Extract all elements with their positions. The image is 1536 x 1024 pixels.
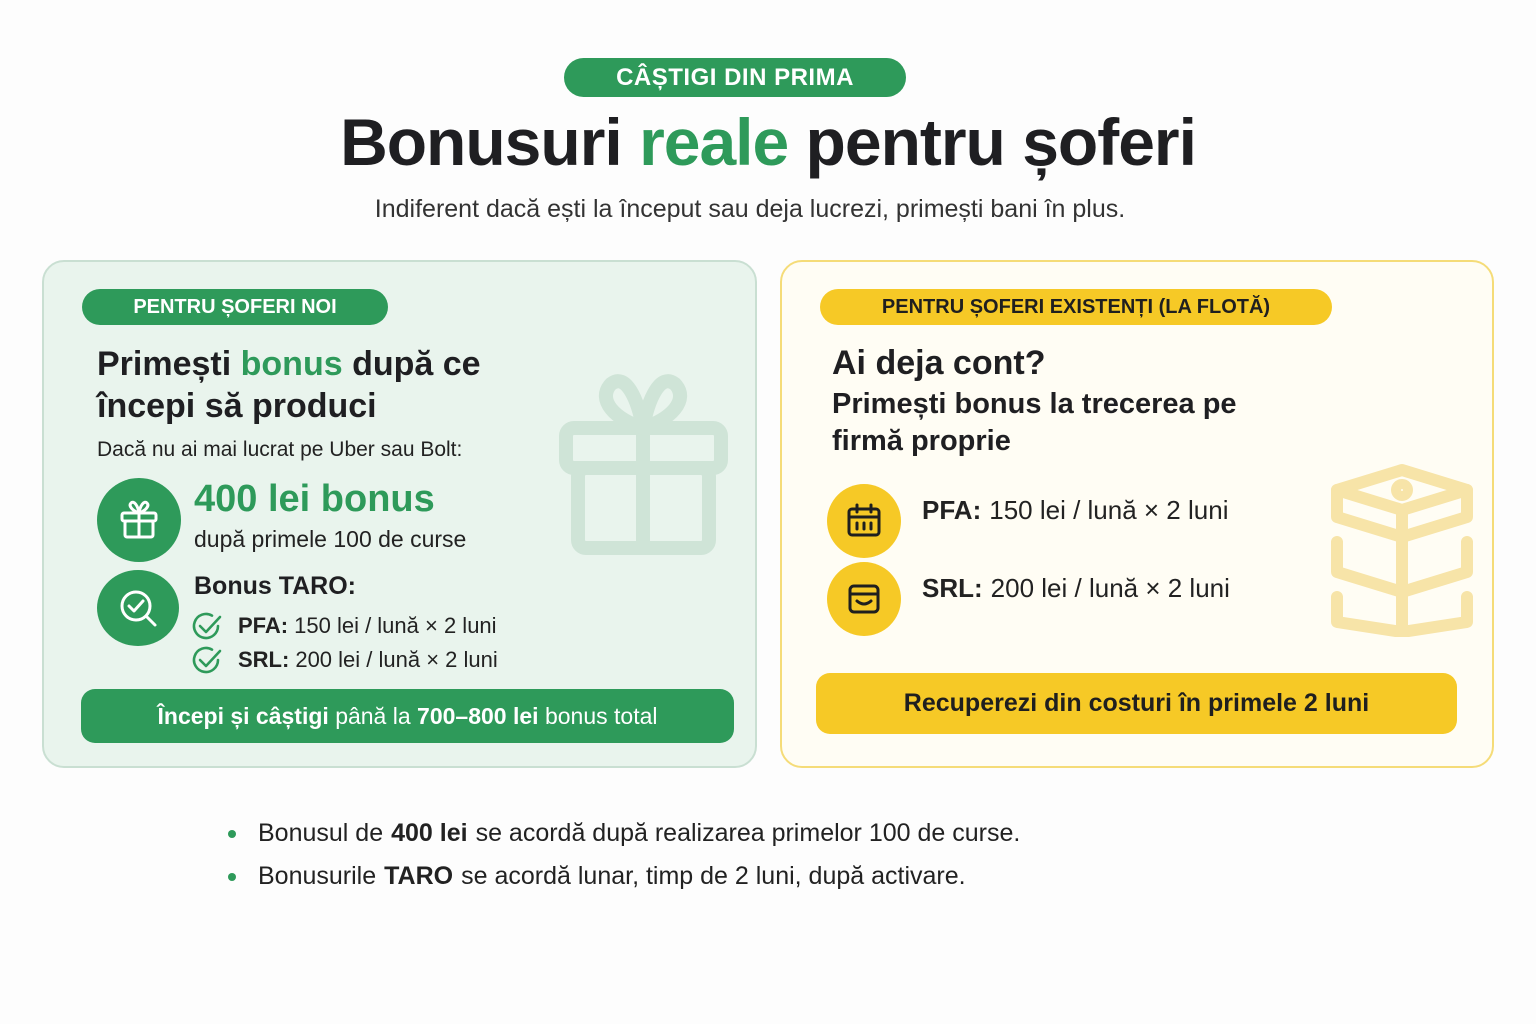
check-icon [192,646,224,674]
page-subtitle: Indiferent dacă ești la început sau deja lucrezi, primești bani în plus. [374,195,1126,223]
existing-drivers-heading: Ai deja cont? [832,344,1046,382]
cta-part4: bonus total [544,702,658,729]
existing-item-pfa [922,495,1228,526]
new-drivers-badge: PENTRU ȘOFERI NOI [82,289,388,325]
existing-item-label: PFA: [922,495,982,525]
taro-item-pfa [192,612,497,640]
note-before: Bonusul de [258,819,384,847]
existing-item-label: SRL: [922,573,983,603]
bonus-condition: după primele 100 de curse [194,526,467,552]
title-part2: pentru șoferi [805,105,1196,179]
check-icon [192,612,224,640]
heading-part2: după ce începi să produci [97,345,481,425]
taro-item-srl [192,646,498,674]
taro-title: Bonus TARO: [194,572,357,600]
note-bold: TARO [384,862,454,890]
note-before: Bonusurile [258,862,377,890]
note-after: se acordă după realizarea primelor 100 de curse. [475,819,1021,847]
page-title [0,104,1536,180]
note-after: se acordă lunar, timp de 2 luni, după activare. [461,862,966,890]
existing-drivers-cta[interactable]: Recuperezi din costuri în primele 2 luni [816,673,1457,734]
cta-part2: până la [335,702,411,729]
stack-decoration-icon [1322,462,1482,637]
existing-item-value: 150 lei / lună × 2 luni [989,495,1229,525]
existing-item-value: 200 lei / lună × 2 luni [990,573,1230,603]
search-check-icon [97,570,179,646]
gift-decoration-icon [556,370,731,555]
gift-icon [97,478,181,562]
note-item [228,855,1020,898]
existing-drivers-subheading: Primești bonus la trecerea pe firmă proprie [832,388,1237,457]
note-item [228,812,1020,855]
new-drivers-heading [97,343,567,427]
taro-item-label: SRL: [238,647,290,672]
bullet-icon [228,830,236,838]
existing-item-srl [922,573,1230,604]
new-drivers-card [42,260,757,768]
bonus-amount: 400 lei bonus [194,478,435,520]
top-badge: CÂȘTIGI DIN PRIMA [564,58,906,97]
existing-drivers-badge: PENTRU ȘOFERI EXISTENȚI (LA FLOTĂ) [820,289,1332,325]
notes-list [228,812,1020,898]
title-part1: Bonusuri [340,105,622,179]
cta-part3: 700–800 lei [417,702,539,729]
note-bold: 400 lei [391,819,468,847]
heading-accent: bonus [240,345,343,383]
heading-part1: Primești [97,345,232,383]
taro-item-value: 150 lei / lună × 2 luni [294,613,497,638]
taro-item-label: PFA: [238,613,289,638]
bullet-icon [228,873,236,881]
cta-part1: Începi și câștigi [157,702,329,729]
taro-item-value: 200 lei / lună × 2 luni [295,647,498,672]
calendar-icon [827,484,901,558]
wallet-icon [827,562,901,636]
title-accent: reale [639,105,789,179]
new-drivers-intro: Dacă nu ai mai lucrat pe Uber sau Bolt: [97,438,463,461]
new-drivers-cta[interactable] [81,689,734,743]
existing-drivers-card [780,260,1494,768]
